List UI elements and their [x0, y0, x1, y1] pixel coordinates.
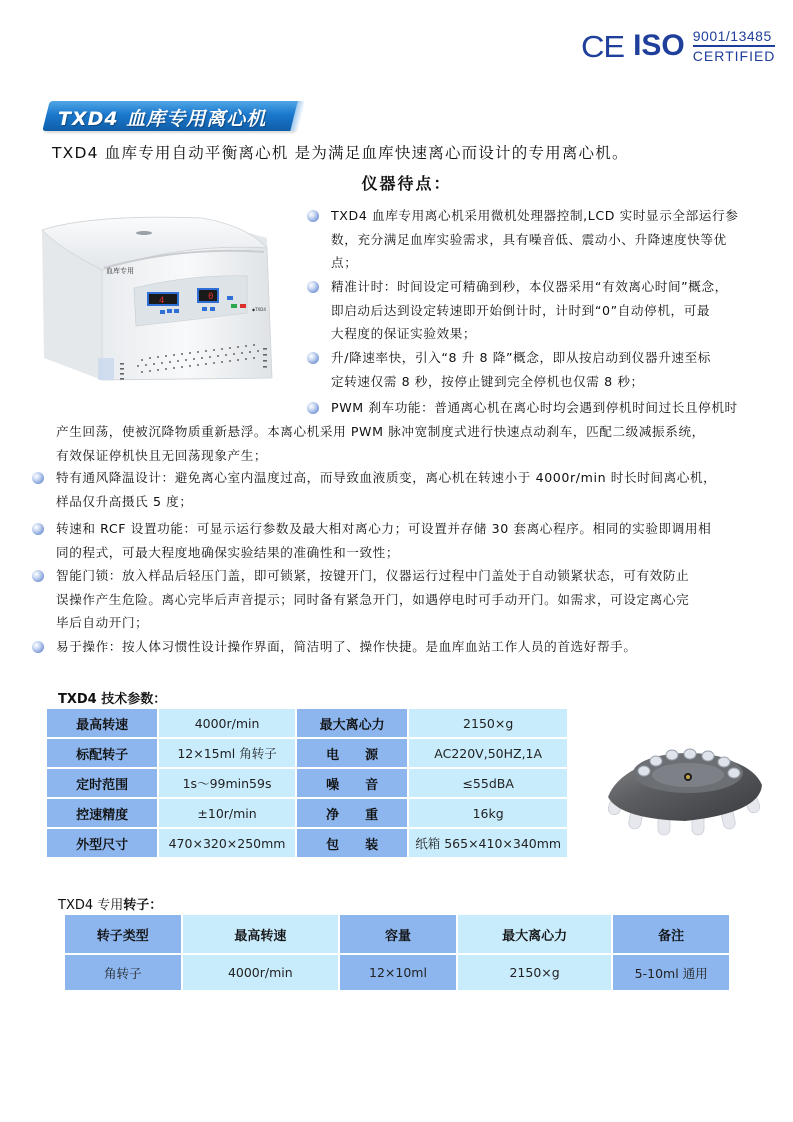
svg-text:血库专用: 血库专用 [106, 267, 134, 275]
iso-mark: ISO [633, 29, 685, 62]
spec-key: 标配转子 [46, 738, 158, 768]
spec-key: 净 重 [296, 798, 408, 828]
feature-item: 易于操作：按人体习惯性设计操作界面，简洁明了、操作快捷。是血库血站工作人员的首选好帮手。 [56, 639, 637, 654]
spec-value: 1s～99min59s [158, 768, 296, 798]
spec-value: ±10r/min [158, 798, 296, 828]
column-header: 转子类型 [64, 914, 182, 954]
bullet-icon [307, 281, 319, 293]
feature-item-continuation: 产生回荡，使被沉降物质重新悬浮。本离心机采用 PWM 脉冲宽制度式进行快速点动刹车，匹配二级减振系统， 有效保证停机快且无回荡现象产生； [56, 424, 705, 463]
spec-value: 纸箱 565×410×340mm [408, 828, 568, 858]
table-cell: 角转子 [64, 954, 182, 991]
spec-key: 外型尺寸 [46, 828, 158, 858]
svg-text:0: 0 [208, 292, 214, 302]
column-header: 备注 [612, 914, 730, 954]
spec-value: AC220V,50HZ,1A [408, 738, 568, 768]
feature-item: 升/降速率快，引入“8 升 8 降”概念，即从按启动到仪器升速至标 定转速仅需 8 秒，按停止键到完全停机也仅需 8 秒； [331, 350, 711, 389]
table-row [46, 798, 568, 828]
page-title: TXD4 血库专用离心机 [58, 108, 267, 130]
spec-table-title: TXD4 技术参数： [58, 692, 167, 707]
ce-mark: CE [580, 28, 625, 64]
spec-value: ≤55dBA [408, 768, 568, 798]
table-cell: 5-10ml 通用 [612, 954, 730, 991]
spec-table [45, 707, 569, 859]
spec-key: 噪 音 [296, 768, 408, 798]
title-banner [46, 101, 298, 131]
spec-key: 最高转速 [46, 708, 158, 738]
rotor-table [63, 913, 731, 992]
table-row [46, 708, 568, 738]
certified-label: CERTIFIED [692, 48, 776, 64]
feature-item: 智能门锁：放入样品后轻压门盖，即可锁紧，按键开门，仪器运行过程中门盖处于自动锁紧状态，可有效防止 误操作产生危险。离心完毕后声音提示；同时备有紧急开门，如遇停电时可手动开门。如需求，可设定离心完 毕后自动开门； [56, 568, 690, 630]
feature-item: 精准计时：时间设定可精确到秒，本仪器采用“有效离心时间”概念， 即启动后达到设定转速即开始倒计时，计时到“0”自动停机，可最 大程度的保证实验效果； [331, 279, 728, 341]
spec-value: 2150×g [408, 708, 568, 738]
column-header: 容量 [339, 914, 457, 954]
table-row [46, 828, 568, 858]
spec-key: 电 源 [296, 738, 408, 768]
bullet-icon [307, 352, 319, 364]
table-cell: 4000r/min [182, 954, 340, 991]
centrifuge-product-image [32, 208, 302, 388]
iso-standards [693, 29, 776, 63]
svg-text:◆TXD4: ◆TXD4 [252, 307, 266, 312]
ce-iso-certification-logo [582, 28, 775, 64]
angle-rotor-image [600, 735, 770, 845]
spec-value: 16kg [408, 798, 568, 828]
intro-text: TXD4 血库专用自动平衡离心机 是为满足血库快速离心而设计的专用离心机。 [52, 144, 629, 162]
table-header-row [64, 914, 730, 954]
bullet-icon [307, 210, 319, 222]
column-header: 最大离心力 [457, 914, 613, 954]
bullet-icon [32, 641, 44, 653]
rotor-table-title [58, 894, 162, 913]
bullet-icon [32, 523, 44, 535]
rotor-title-bold: 转子： [123, 898, 163, 913]
spec-key: 包 装 [296, 828, 408, 858]
bullet-icon [32, 570, 44, 582]
spec-value: 12×15ml 角转子 [158, 738, 296, 768]
table-row [46, 768, 568, 798]
iso-standard-numbers: 9001/13485 [693, 29, 776, 47]
feature-item: PWM 刹车功能：普通离心机在离心时均会遇到停机时间过长且停机时 [331, 400, 738, 415]
feature-item: 转速和 RCF 设置功能：可显示运行参数及最大相对离心力；可设置并存储 30 套离心程序。相同的实验即调用相 同的程式，可最大程度地确保实验结果的准确性和一致性； [56, 521, 712, 560]
spec-value: 470×320×250mm [158, 828, 296, 858]
table-row [46, 738, 568, 768]
feature-item: 特有通风降温设计：避免离心室内温度过高，而导致血液质变，离心机在转速小于 4000r/min 时长时间离心机， 样品仅升高摄氏 5 度； [56, 470, 717, 509]
rotor-title-prefix: TXD4 专用 [58, 898, 124, 913]
spec-key: 定时范围 [46, 768, 158, 798]
bullet-icon [307, 402, 319, 414]
spec-value: 4000r/min [158, 708, 296, 738]
table-cell: 12×10ml [339, 954, 457, 991]
feature-item: TXD4 血库专用离心机采用微机处理器控制,LCD 实时显示全部运行参 数，充分满足血库实验需求，具有噪音低、震动小、升降速度快等优 点； [331, 208, 739, 270]
spec-key: 控速精度 [46, 798, 158, 828]
column-header: 最高转速 [182, 914, 340, 954]
svg-text:4: 4 [159, 296, 165, 306]
table-cell: 2150×g [457, 954, 613, 991]
table-row [64, 954, 730, 991]
features-heading: 仪器待点： [361, 174, 452, 193]
bullet-icon [32, 472, 44, 484]
spec-key: 最大离心力 [296, 708, 408, 738]
